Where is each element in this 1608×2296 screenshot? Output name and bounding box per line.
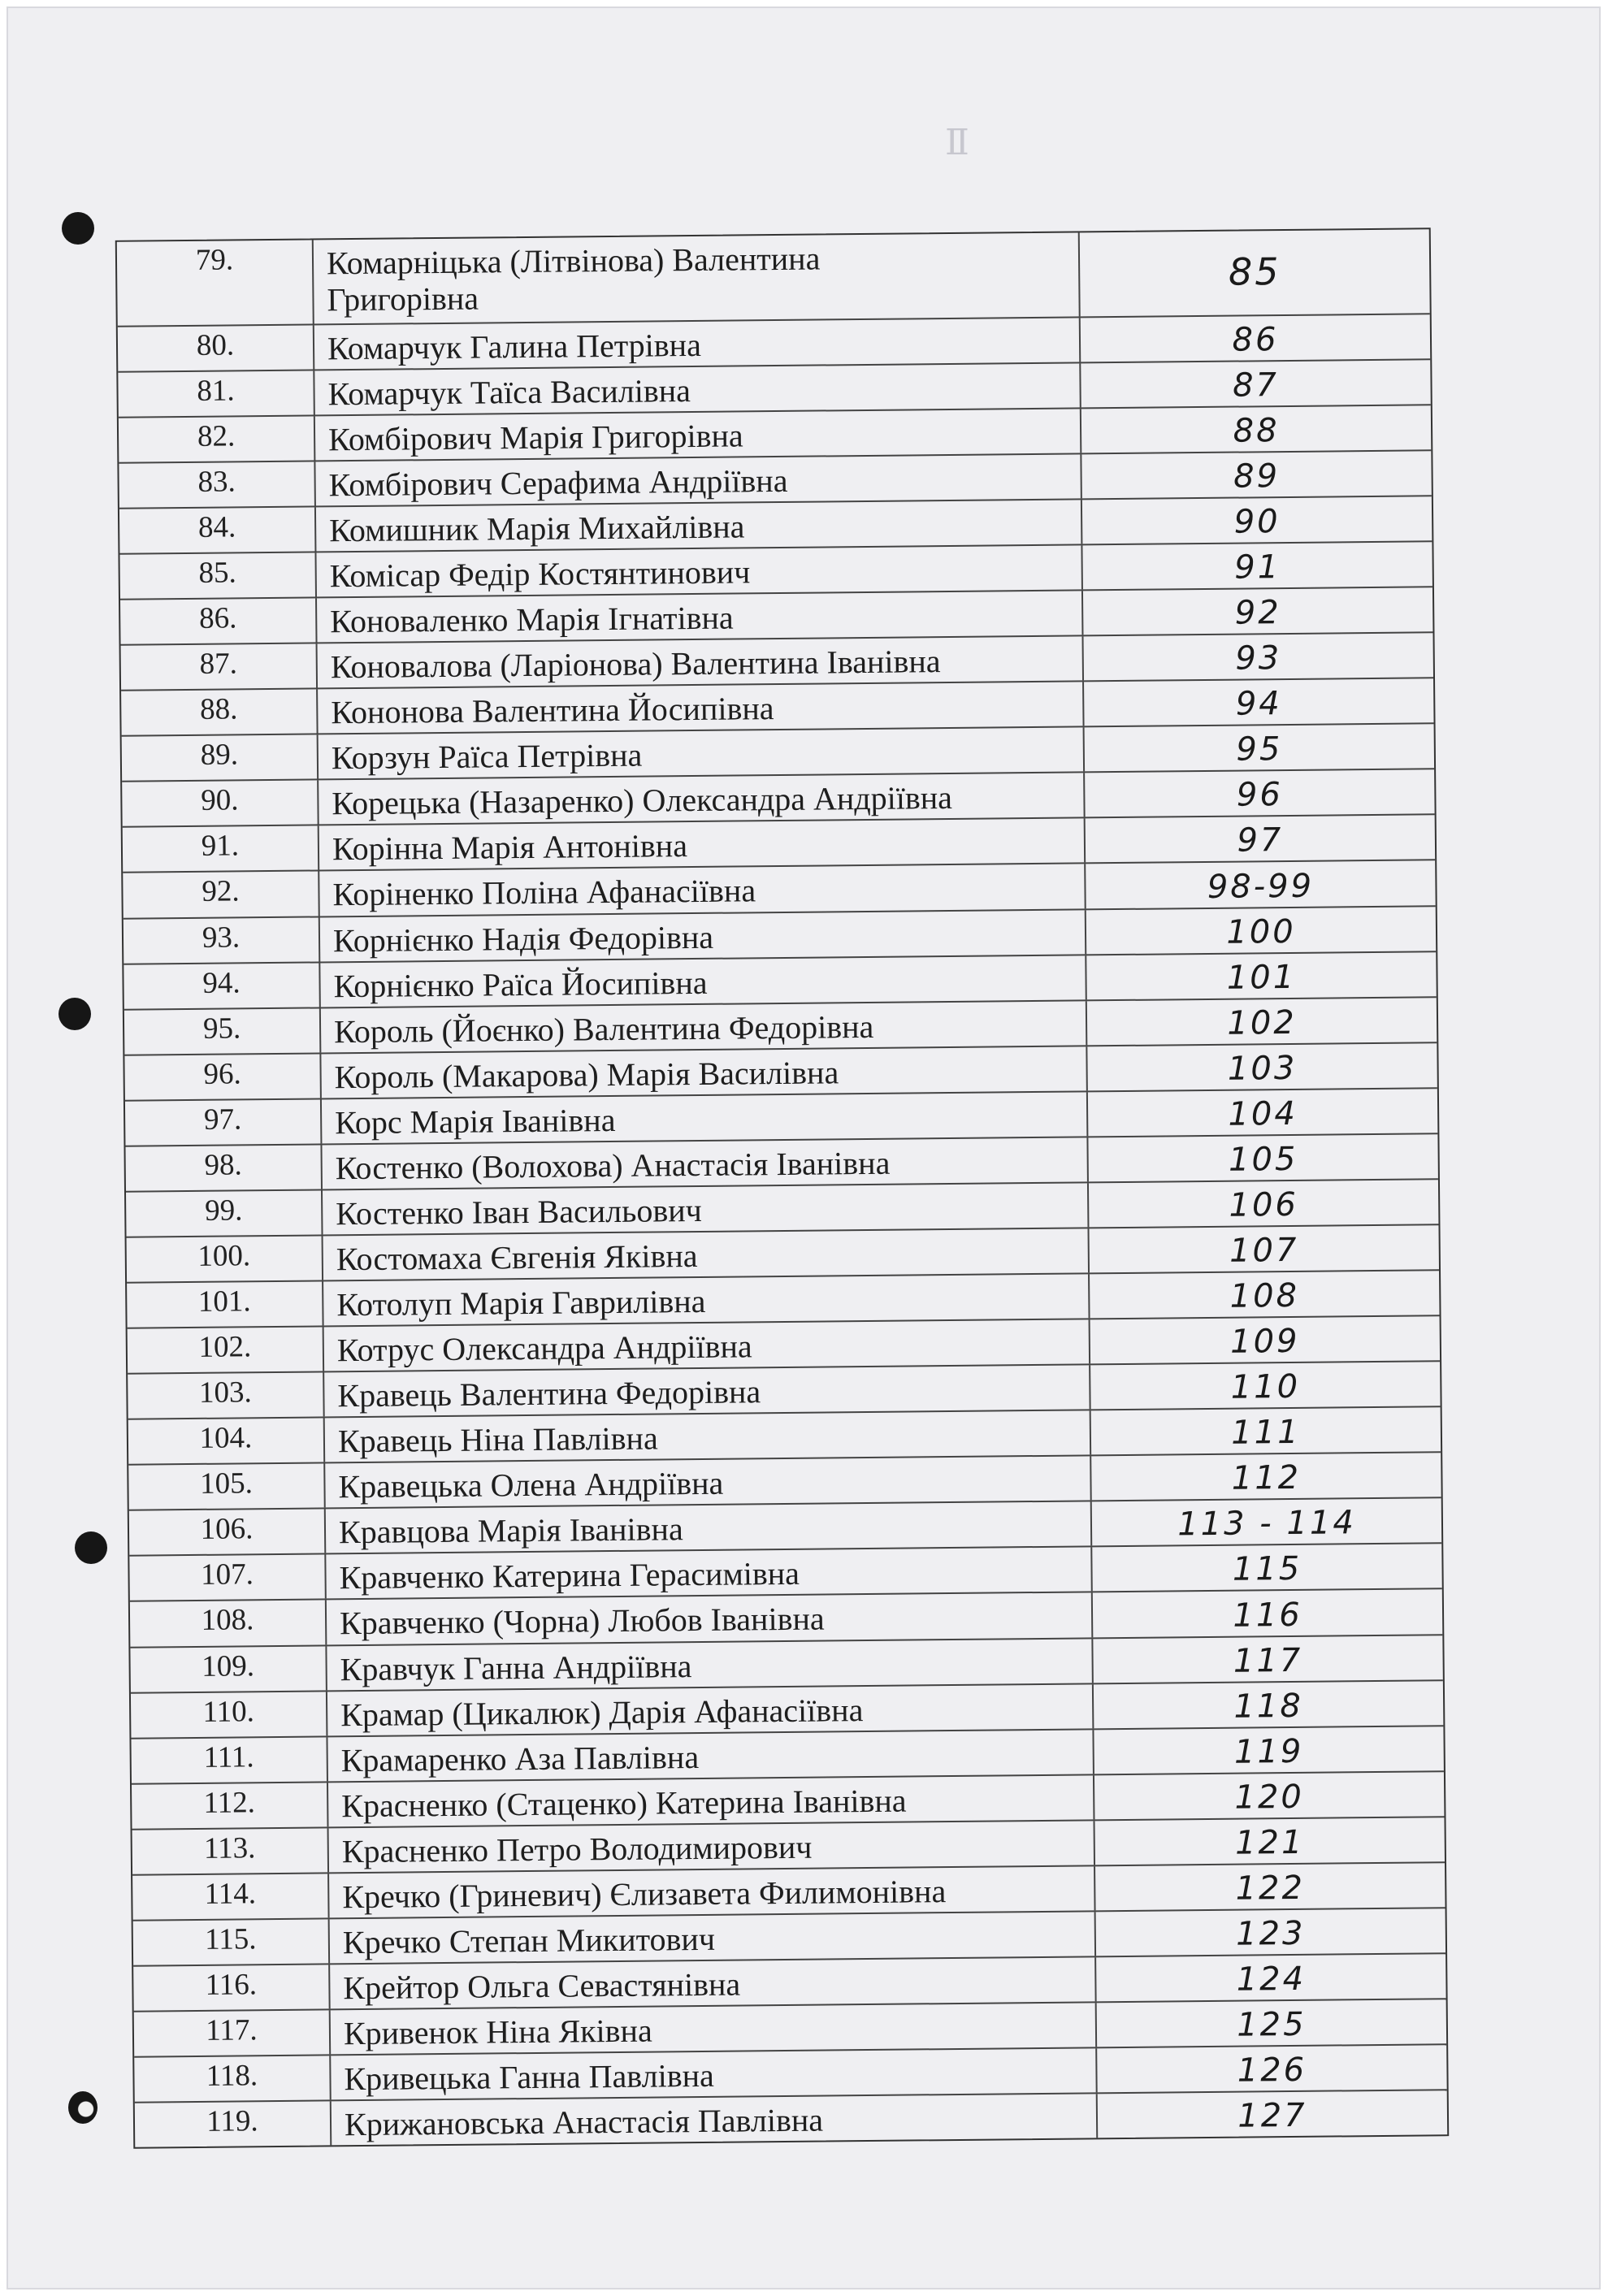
person-name: Костенко Іван Васильович — [323, 1183, 1089, 1234]
person-name: Корнієнко Раїса Йосипівна — [320, 955, 1086, 1007]
handwritten-page-number: 125 — [1237, 2005, 1307, 2044]
row-number: 119. — [135, 2102, 332, 2147]
person-name: Кравцова Марія Іванівна — [326, 1502, 1092, 1553]
handwritten-page-number: 123 — [1235, 1914, 1306, 1953]
person-name: Крейтор Ольга Севастянівна — [330, 1957, 1096, 2008]
handwritten-page-number: 108 — [1229, 1276, 1300, 1315]
person-name: Кривецька Ганна Павлівна — [331, 2048, 1097, 2099]
handwritten-page-number: 91 — [1234, 548, 1281, 587]
row-number: 79. — [117, 240, 314, 325]
handwritten-page-number: 89 — [1233, 457, 1281, 496]
person-name: Кречко Степан Микитович — [330, 1912, 1096, 1963]
row-number: 111. — [131, 1737, 328, 1783]
person-name: Котрус Олександра Андріївна — [324, 1319, 1090, 1371]
row-number: 91. — [123, 826, 320, 872]
person-name: Корзун Раїса Петрівна — [319, 728, 1085, 779]
punch-hole-4 — [68, 2091, 98, 2124]
archive-volume-mark: Ⅱ — [945, 123, 966, 162]
row-number: 88. — [121, 690, 319, 735]
handwritten-page-number: 109 — [1229, 1323, 1300, 1361]
handwritten-page-number: 97 — [1237, 821, 1284, 860]
handwritten-page-number: 103 — [1227, 1049, 1298, 1088]
handwritten-page-number: 119 — [1233, 1732, 1304, 1771]
person-name: Кравченко Катерина Герасимівна — [326, 1548, 1092, 1599]
row-number: 112. — [132, 1783, 329, 1828]
person-name: Кононова Валентина Йосипівна — [318, 682, 1084, 734]
person-name: Корінна Марія Антонівна — [319, 819, 1086, 870]
row-number: 109. — [130, 1646, 327, 1692]
row-number: 114. — [132, 1874, 330, 1919]
handwritten-page-number: 122 — [1235, 1869, 1306, 1908]
row-number: 97. — [125, 1099, 323, 1145]
person-name: Коновалова (Ларіонова) Валентина Іванівна — [318, 637, 1084, 688]
handwritten-page-number: 86 — [1232, 320, 1279, 359]
row-number: 92. — [123, 872, 320, 917]
row-number: 113. — [132, 1828, 330, 1874]
handwritten-page-number: 88 — [1233, 411, 1280, 450]
handwritten-page-number: 96 — [1236, 776, 1284, 814]
person-name: Кравець Валентина Федорівна — [324, 1366, 1090, 1417]
person-name: Комісар Федір Костянтинович — [316, 545, 1082, 596]
row-number: 115. — [133, 1919, 331, 1965]
row-number: 118. — [134, 2056, 332, 2101]
row-number: 82. — [119, 416, 316, 461]
handwritten-page-number: 117 — [1233, 1641, 1303, 1680]
handwritten-page-number: 105 — [1228, 1140, 1298, 1179]
row-number: 106. — [129, 1510, 327, 1555]
handwritten-page-number: 124 — [1236, 1960, 1307, 1999]
person-name: Крамар (Цикалюк) Дарія Афанасіївна — [327, 1684, 1094, 1735]
row-number: 110. — [131, 1692, 328, 1737]
handwritten-page-number: 111 — [1231, 1414, 1301, 1452]
handwritten-page-number: 87 — [1232, 366, 1280, 405]
handwritten-page-number: 120 — [1234, 1778, 1305, 1817]
handwritten-page-number: 100 — [1226, 912, 1296, 951]
person-name: Корецька (Назаренко) Олександра Андріївна — [319, 773, 1085, 825]
handwritten-page-number: 94 — [1235, 685, 1282, 723]
person-name: Кравецька Олена Андріївна — [325, 1457, 1091, 1508]
row-number: 81. — [118, 370, 315, 416]
person-name: Корс Марія Іванівна — [322, 1092, 1088, 1143]
row-number: 103. — [128, 1373, 325, 1419]
row-number: 105. — [128, 1464, 326, 1510]
person-name: Кривенок Ніна Яківна — [331, 2003, 1097, 2054]
person-name: Красненко (Стаценко) Катерина Іванівна — [328, 1775, 1094, 1826]
row-number: 85. — [119, 552, 317, 598]
handwritten-page-number: 121 — [1234, 1823, 1305, 1862]
handwritten-page-number: 102 — [1227, 1003, 1297, 1042]
punch-hole-2 — [59, 998, 91, 1030]
handwritten-page-number: 106 — [1229, 1185, 1299, 1224]
table-row — [117, 229, 1430, 325]
handwritten-page-number: 104 — [1228, 1094, 1298, 1133]
handwritten-page-number: 115 — [1232, 1550, 1302, 1589]
row-number: 89. — [122, 735, 319, 781]
person-name: Кречко (Гриневич) Єлизавета Филимонівна — [329, 1866, 1095, 1917]
punch-hole-1 — [62, 212, 94, 245]
row-number: 98. — [125, 1145, 323, 1190]
person-name: Комарчук Таїса Василівна — [314, 363, 1081, 414]
person-name: Комишник Марія Михайлівна — [316, 500, 1082, 551]
person-name: Крижановська Анастасія Павлівна — [332, 2094, 1098, 2145]
document-page — [7, 6, 1601, 2290]
row-number: 94. — [124, 963, 321, 1008]
handwritten-page-number: 95 — [1236, 730, 1283, 769]
person-name: Кравець Ніна Павлівна — [325, 1411, 1091, 1462]
handwritten-page-number: 110 — [1230, 1368, 1301, 1406]
row-number: 90. — [122, 781, 319, 826]
handwritten-page-number: 116 — [1233, 1596, 1302, 1635]
handwritten-page-number: 92 — [1234, 594, 1281, 632]
row-number: 84. — [119, 507, 317, 552]
row-number: 95. — [124, 1008, 322, 1054]
row-number: 102. — [128, 1327, 325, 1372]
row-number: 116. — [133, 1965, 331, 2010]
row-number: 96. — [124, 1054, 322, 1099]
row-number: 117. — [134, 2010, 332, 2056]
handwritten-page-number: 127 — [1237, 2097, 1307, 2135]
row-number: 80. — [118, 325, 315, 370]
handwritten-page-number: 107 — [1229, 1231, 1299, 1270]
handwritten-page-number: 98-99 — [1207, 867, 1315, 906]
person-name: Красненко Петро Володимирович — [329, 1821, 1095, 1872]
row-number: 83. — [119, 461, 316, 507]
row-number: 87. — [121, 644, 319, 690]
handwritten-page-number: 118 — [1233, 1687, 1304, 1726]
names-table — [115, 227, 1449, 2148]
row-number: 93. — [124, 917, 321, 963]
person-name: Король (Макарова) Марія Василівна — [321, 1046, 1087, 1098]
person-name: Котолуп Марія Гаврилівна — [323, 1274, 1090, 1325]
handwritten-page-number: 90 — [1233, 503, 1281, 541]
person-name: Коріненко Поліна Афанасіївна — [319, 864, 1086, 916]
handwritten-page-number: 101 — [1226, 958, 1297, 997]
person-name: Костенко (Волохова) Анастасія Іванівна — [322, 1137, 1088, 1189]
person-name: Комбірович Серафима Андріївна — [315, 454, 1081, 505]
person-name: Комарніцька (Літвінова) Валентина Григорівна — [314, 232, 1081, 323]
row-number: 100. — [127, 1236, 324, 1281]
handwritten-page-number: 126 — [1237, 2051, 1307, 2090]
handwritten-page-number: 93 — [1235, 639, 1282, 678]
person-name: Король (Йоєнко) Валентина Федорівна — [321, 1001, 1087, 1052]
person-name: Коноваленко Марія Ігнатівна — [317, 591, 1083, 642]
person-name: Крамаренко Аза Павлівна — [327, 1730, 1094, 1781]
handwritten-page-number: 112 — [1231, 1459, 1302, 1498]
person-name: Кравченко (Чорна) Любов Іванівна — [327, 1593, 1093, 1644]
person-name: Комарчук Галина Петрівна — [314, 318, 1081, 369]
person-name: Костомаха Євгенія Яківна — [323, 1228, 1090, 1280]
handwritten-page-number: 85 — [1228, 249, 1281, 295]
punch-hole-3 — [75, 1531, 107, 1564]
row-number: 104. — [128, 1419, 326, 1464]
person-name: Комбірович Марія Григорівна — [315, 409, 1081, 460]
row-number: 86. — [120, 599, 318, 644]
person-name: Корнієнко Надія Федорівна — [320, 910, 1086, 961]
row-number: 99. — [126, 1190, 323, 1236]
handwritten-page-number: 113 - 114 — [1177, 1504, 1356, 1544]
person-name: Кравчук Ганна Андріївна — [327, 1639, 1093, 1690]
row-number: 107. — [129, 1555, 327, 1601]
row-number: 101. — [127, 1281, 324, 1327]
row-number: 108. — [130, 1601, 327, 1646]
